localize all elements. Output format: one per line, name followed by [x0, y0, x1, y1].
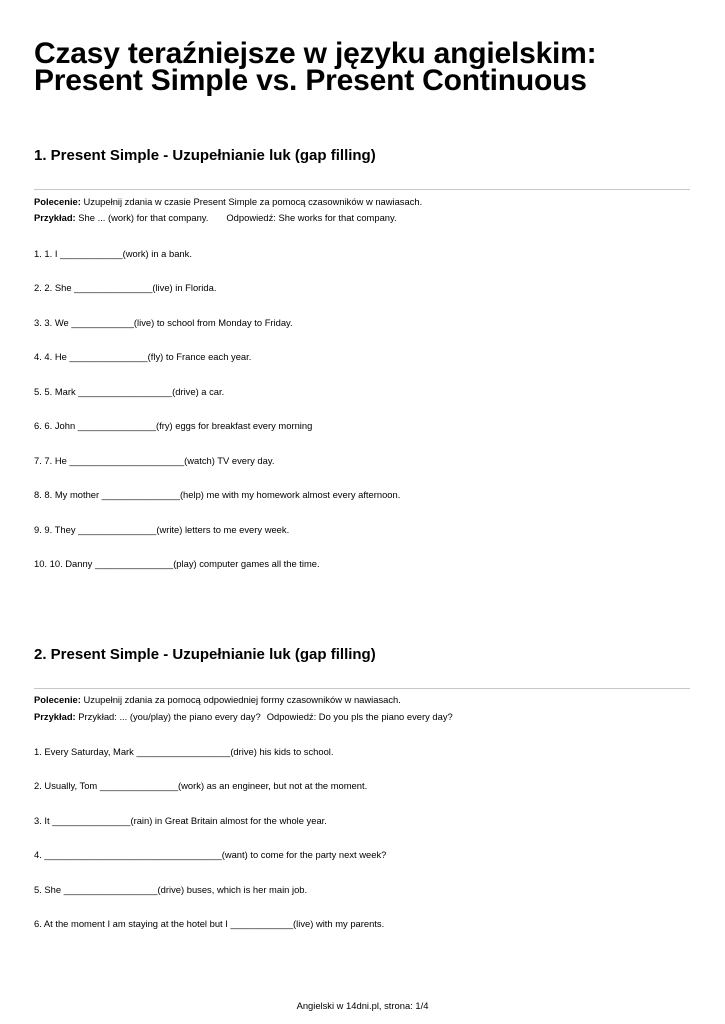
exercise-item: 5. 5. Mark __________________(drive) a car.	[34, 386, 225, 397]
instruction-text: Uzupełnij zdania w czasie Present Simple za pomocą czasowników w nawiasach.	[83, 196, 423, 207]
section-2-heading: 2. Present Simple - Uzupełnianie luk (gap filling)	[34, 646, 376, 663]
title-line-2: Present Simple vs. Present Continuous	[34, 64, 587, 97]
instruction-label: Polecenie:	[34, 196, 81, 207]
exercise-item: 10. 10. Danny _______________(play) computer games all the time.	[34, 558, 320, 569]
exercise-item: 4. 4. He _______________(fly) to France each year.	[34, 351, 252, 362]
document-title	[34, 37, 694, 97]
instruction-label: Polecenie:	[34, 694, 81, 705]
section-1-example	[34, 212, 397, 223]
exercise-item: 9. 9. They _______________(write) letters to me every week.	[34, 524, 290, 535]
exercise-item: 1. 1. I ____________(work) in a bank.	[34, 248, 192, 259]
example-label: Przykład:	[34, 711, 76, 722]
section-1-heading: 1. Present Simple - Uzupełnianie luk (gap filling)	[34, 147, 376, 164]
section-2-example	[34, 711, 453, 722]
exercise-item: 1. Every Saturday, Mark __________________(drive) his kids to school.	[34, 746, 334, 757]
exercise-item: 5. She __________________(drive) buses, which is her main job.	[34, 884, 308, 895]
example-text: Przykład: ... (you/play) the piano every day?	[78, 711, 261, 722]
exercise-item: 3. It _______________(rain) in Great Britain almost for the whole year.	[34, 815, 327, 826]
section-1-divider	[34, 189, 690, 190]
page-footer: Angielski w 14dni.pl, strona: 1/4	[296, 1000, 429, 1011]
exercise-item: 6. At the moment I am staying at the hotel but I ____________(live) with my parents.	[34, 918, 385, 929]
exercise-item: 8. 8. My mother _______________(help) me with my homework almost every afternoon.	[34, 489, 401, 500]
exercise-item: 4. __________________________________(want) to come for the party next week?	[34, 849, 387, 860]
exercise-item: 3. 3. We ____________(live) to school from Monday to Friday.	[34, 317, 293, 328]
exercise-item: 6. 6. John _______________(fry) eggs for breakfast every morning	[34, 420, 313, 431]
section-2-divider	[34, 688, 690, 689]
title-line-1: Czasy teraźniejsze w języku angielskim:	[34, 37, 597, 70]
exercise-item: 7. 7. He ______________________(watch) TV every day.	[34, 455, 275, 466]
example-text: She ... (work) for that company.	[78, 212, 209, 223]
exercise-item: 2. 2. She _______________(live) in Florida.	[34, 282, 217, 293]
example-answer: Odpowiedź: Do you pls the piano every day?	[266, 711, 453, 722]
instruction-text: Uzupełnij zdania za pomocą odpowiedniej formy czasowników w nawiasach.	[83, 694, 401, 705]
section-2-instruction	[34, 694, 401, 705]
exercise-item: 2. Usually, Tom _______________(work) as an engineer, but not at the moment.	[34, 780, 368, 791]
example-answer: Odpowiedź: She works for that company.	[226, 212, 397, 223]
section-1-instruction	[34, 196, 422, 207]
example-label: Przykład:	[34, 212, 76, 223]
